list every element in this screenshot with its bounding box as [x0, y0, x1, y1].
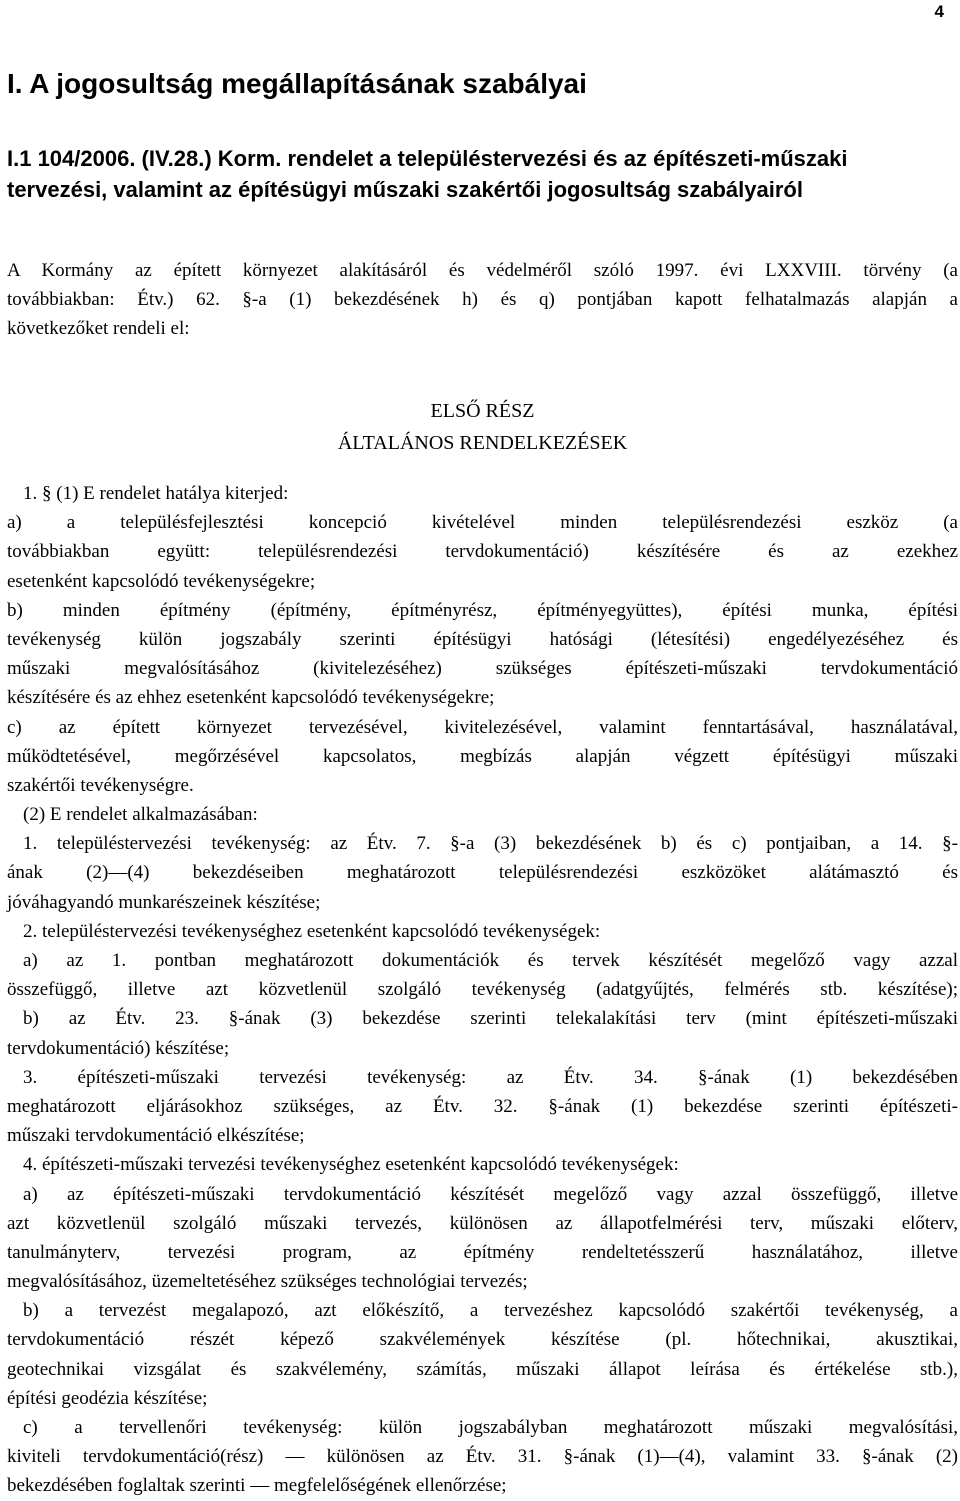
section-heading-line: I.1 104/2006. (IV.28.) Korm. rendelet a településtervezési és az építészeti-műszaki	[7, 146, 848, 171]
text-line: ának (2)—(4) bekezdéseiben meghatározott településrendezési eszközöket alátámasztó és	[7, 862, 958, 884]
text-line: a) a településfejlesztési koncepció kivételével minden településrendezési eszköz (a	[7, 512, 958, 534]
text-line: geotechnikai vizsgálat és szakvélemény, számítás, műszaki állapot leírása és értékelése stb.),	[7, 1358, 958, 1380]
text-line: továbbiakban együtt: településrendezési tervdokumentáció) készítésére és az ezekhez	[7, 541, 958, 563]
text-line: működtetésével, megőrzésével kapcsolatos, megbízás alapján végzett építésügyi műszaki	[7, 745, 958, 767]
text-line: azt közvetlenül szolgáló műszaki tervezés, különösen az állapotfelmérési terv, műszaki előterv,	[7, 1212, 958, 1234]
text-line: (2) E rendelet alkalmazásában:	[23, 804, 258, 826]
text-line: jóváhagyandó munkarészeinek készítése;	[7, 891, 321, 913]
preamble-line: A Kormány az épített környezet alakításáról és védelméről szóló 1997. évi LXXVIII. törvény (a	[7, 260, 958, 281]
text-line: a) az 1. pontban meghatározott dokumentációk és tervek készítését megelőző vagy azzal	[23, 950, 958, 971]
section-heading-line: tervezési, valamint az építésügyi műszaki szakértői jogosultság szabályairól	[7, 177, 803, 202]
text-line: szakértői tevékenységre.	[7, 774, 194, 796]
part-title: ELSŐ RÉSZ	[430, 400, 535, 422]
part-subtitle: ÁLTALÁNOS RENDELKEZÉSEK	[337, 432, 628, 454]
text-line: tervdokumentáció részét képező szakvélemények készítése (pl. hőtechnikai, akusztikai,	[7, 1329, 958, 1351]
text-line: b) az Étv. 23. §-ának (3) bekezdése szerinti telekalakítási terv (mint építészeti-műszaki	[23, 1008, 958, 1030]
text-line: tevékenység külön jogszabály szerinti építésügyi hatósági (létesítési) engedélyezéséhez és	[7, 628, 958, 650]
text-line: összefüggő, illetve azt közvetlenül szolgáló tevékenység (adatgyűjtés, felmérés stb. készítése);	[7, 979, 958, 1001]
chapter-heading: I. A jogosultság megállapításának szabályai	[7, 68, 587, 99]
text-line: b) minden építmény (építmény, építményrész, építményegyüttes), építési munka, építési	[7, 599, 958, 621]
text-line: kiviteli tervdokumentáció(rész) — különösen az Étv. 31. §-ának (1)—(4), valamint 33. §-ának (2)	[7, 1446, 958, 1468]
text-line: esetenként kapcsolódó tevékenységekre;	[7, 570, 316, 592]
text-line: bekezdésében foglaltak szerinti — megfelelőségének ellenőrzése;	[7, 1475, 507, 1497]
preamble-line: következőket rendeli el:	[7, 318, 190, 340]
text-line: c) az épített környezet tervezésével, kivitelezésével, valamint fenntartásával, használatával,	[7, 716, 958, 738]
preamble	[7, 256, 958, 344]
text-line: 1. településtervezési tevékenység: az Étv. 7. §-a (3) bekezdésének b) és c) pontjaiban, a 14. §-	[23, 833, 958, 855]
text-line: tanulmányterv, tervezési program, az építmény rendeltetésszerű használatához, illetve	[7, 1241, 958, 1263]
text-line: készítésére és az ehhez esetenként kapcsolódó tevékenységekre;	[7, 687, 495, 709]
preamble-line: továbbiakban: Étv.) 62. §-a (1) bekezdésének h) és q) pontjában kapott felhatalmazás alapján a	[7, 289, 958, 311]
text-line: építési geodézia készítése;	[7, 1387, 208, 1409]
text-line: 1. § (1) E rendelet hatálya kiterjed:	[23, 483, 289, 504]
page-number: 4	[934, 2, 944, 21]
text-line: tervdokumentáció) készítése;	[7, 1037, 230, 1059]
text-line: meghatározott eljárásokhoz szükséges, az Étv. 32. §-ának (1) bekezdése szerinti építészeti-	[7, 1095, 958, 1117]
text-line: 2. településtervezési tevékenységhez esetenként kapcsolódó tevékenységek:	[23, 920, 601, 942]
section-heading	[7, 143, 958, 205]
text-line: műszaki megvalósításához (kivitelezéséhez) szükséges építészeti-műszaki tervdokumentáció	[7, 658, 958, 680]
text-line: c) a tervellenőri tevékenység: külön jogszabályban meghatározott műszaki megvalósítási,	[23, 1417, 958, 1438]
main-text	[7, 479, 958, 1501]
text-line: műszaki tervdokumentáció elkészítése;	[7, 1125, 305, 1147]
text-line: a) az építészeti-műszaki tervdokumentáció készítését megelőző vagy azzal összefüggő, illetve	[23, 1183, 958, 1205]
text-line: b) a tervezést megalapozó, azt előkészítő, a tervezéshez kapcsolódó szakértői tevékenység, a	[23, 1300, 958, 1322]
text-line: 4. építészeti-műszaki tervezési tevékenységhez esetenként kapcsolódó tevékenységek:	[23, 1154, 679, 1176]
text-line: megvalósításához, üzemeltetéséhez szükséges technológiai tervezés;	[7, 1271, 528, 1293]
text-line: 3. építészeti-műszaki tervezési tevékenység: az Étv. 34. §-ának (1) bekezdésében	[23, 1066, 958, 1088]
